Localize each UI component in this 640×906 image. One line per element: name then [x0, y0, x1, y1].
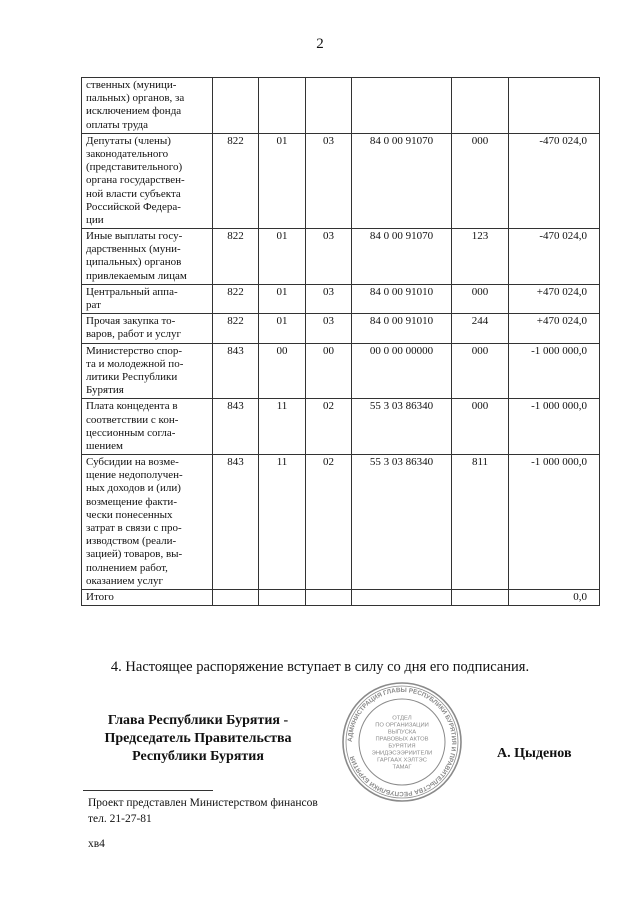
table-row [82, 399, 600, 455]
cell-subsection-code: 03 [306, 284, 352, 313]
cell-section-code: 01 [259, 314, 306, 343]
cell-ved-code: 843 [213, 399, 259, 455]
table-row [82, 133, 600, 228]
cell-amount: -1 000 000,0 [509, 399, 600, 455]
cell-target-article: 84 0 00 91070 [352, 229, 452, 285]
signatory-title [83, 712, 313, 767]
cell-name: Плата концедента в соответствии с кон- цессионным согла- шением [82, 399, 213, 455]
cell-expense-type [452, 78, 509, 134]
signatory-title-line: Председатель Правительства [104, 731, 292, 747]
cell-amount: +470 024,0 [509, 314, 600, 343]
table-row [82, 284, 600, 313]
signatory-name: А. Цыденов [497, 746, 572, 761]
cell-name: Иные выплаты госу- дарственных (муни- ципальных) органов привлекаемым лицам [82, 229, 213, 285]
cell-subsection-code: 02 [306, 455, 352, 590]
budget-changes-table [81, 77, 600, 606]
cell-ved-code: 822 [213, 314, 259, 343]
seal-center-line: ПО ОРГАНИЗАЦИИ [375, 722, 429, 729]
cell-expense-type [452, 589, 509, 605]
cell-target-article: 84 0 00 91010 [352, 284, 452, 313]
cell-ved-code: 822 [213, 229, 259, 285]
cell-ved-code: 843 [213, 455, 259, 590]
cell-name: Прочая закупка то- варов, работ и услуг [82, 314, 213, 343]
cell-section-code [259, 78, 306, 134]
cell-expense-type: 244 [452, 314, 509, 343]
cell-amount: -470 024,0 [509, 229, 600, 285]
seal-center-line: ПРАВОВЫХ АКТОВ [375, 736, 429, 743]
cell-amount [509, 78, 600, 134]
cell-target-article [352, 589, 452, 605]
cell-expense-type: 000 [452, 343, 509, 399]
seal-center-line: БУРЯТИЯ [388, 743, 416, 750]
table-row [82, 229, 600, 285]
cell-section-code: 01 [259, 229, 306, 285]
table-row [82, 78, 600, 134]
document-code: хв4 [88, 838, 105, 850]
cell-target-article: 84 0 00 91010 [352, 314, 452, 343]
cell-amount: +470 024,0 [509, 284, 600, 313]
cell-expense-type: 000 [452, 399, 509, 455]
cell-expense-type: 000 [452, 133, 509, 228]
entry-into-force-clause: 4. Настоящее распоряжение вступает в силу со дня его подписания. [110, 659, 530, 675]
cell-ved-code: 822 [213, 284, 259, 313]
cell-ved-code [213, 78, 259, 134]
footnote-author: Проект представлен Министерством финансов [88, 797, 318, 809]
cell-expense-type: 000 [452, 284, 509, 313]
cell-subsection-code: 02 [306, 399, 352, 455]
seal-center-line: ОТДЕЛ [392, 715, 412, 722]
cell-section-code [259, 589, 306, 605]
cell-ved-code: 843 [213, 343, 259, 399]
table-row [82, 343, 600, 399]
official-seal-stamp [340, 680, 464, 804]
cell-expense-type: 123 [452, 229, 509, 285]
seal-center-line: ТАМАГ [392, 764, 412, 771]
cell-amount: -470 024,0 [509, 133, 600, 228]
project-footnote [88, 795, 318, 827]
cell-target-article [352, 78, 452, 134]
footnote-divider [83, 790, 213, 791]
cell-subsection-code: 03 [306, 133, 352, 228]
cell-section-code: 01 [259, 284, 306, 313]
cell-amount: -1 000 000,0 [509, 343, 600, 399]
table-row [82, 589, 600, 605]
cell-target-article: 84 0 00 91070 [352, 133, 452, 228]
cell-target-article: 00 0 00 00000 [352, 343, 452, 399]
cell-name: Субсидии на возме- щение недополучен- ных доходов и (или) возмещение факти- чески понесенных затрат в связи с про- изводством (реали- зацией) товаров, вы- полнением работ, оказанием услуг [82, 455, 213, 590]
page-number: 2 [316, 36, 324, 52]
cell-target-article: 55 3 03 86340 [352, 455, 452, 590]
cell-subsection-code: 00 [306, 343, 352, 399]
cell-subsection-code: 03 [306, 314, 352, 343]
cell-name: Депутаты (члены) законодательного (представительного) органа государствен- ной власти субъекта Российской Федера- ции [82, 133, 213, 228]
table-row [82, 314, 600, 343]
table-row [82, 455, 600, 590]
cell-target-article: 55 3 03 86340 [352, 399, 452, 455]
cell-name: Итого [82, 589, 213, 605]
signatory-title-line: Республики Бурятия [132, 749, 264, 765]
cell-name: ственных (муници- пальных) органов, за исключением фонда оплаты труда [82, 78, 213, 134]
cell-name: Министерство спор- та и молодежной по- литики Республики Бурятия [82, 343, 213, 399]
cell-expense-type: 811 [452, 455, 509, 590]
signatory-title-line: Глава Республики Бурятия - [107, 713, 289, 728]
cell-section-code: 11 [259, 399, 306, 455]
seal-center-line: ВЫПУСКА [387, 729, 417, 736]
cell-section-code: 01 [259, 133, 306, 228]
cell-section-code: 11 [259, 455, 306, 590]
seal-center-line: ГАРГААХ ХЭЛТЭС [377, 757, 427, 764]
seal-ring-text: АДМИНИСТРАЦИЯ ГЛАВЫ РЕСПУБЛИКИ БУРЯТИЯ И ПРАВИТЕЛЬСТВА РЕСПУБЛИКИ БУРЯТИЯ [346, 686, 458, 798]
seal-center-line: ЭНИДЭСЭЭРИИТЕЛИ [371, 750, 433, 757]
cell-subsection-code [306, 78, 352, 134]
budget-table-body [82, 78, 600, 606]
cell-ved-code [213, 589, 259, 605]
cell-amount: 0,0 [509, 589, 600, 605]
cell-amount: -1 000 000,0 [509, 455, 600, 590]
footnote-phone: тел. 21-27-81 [88, 813, 152, 826]
cell-ved-code: 822 [213, 133, 259, 228]
cell-section-code: 00 [259, 343, 306, 399]
cell-name: Центральный аппа- рат [82, 284, 213, 313]
cell-subsection-code [306, 589, 352, 605]
cell-subsection-code: 03 [306, 229, 352, 285]
